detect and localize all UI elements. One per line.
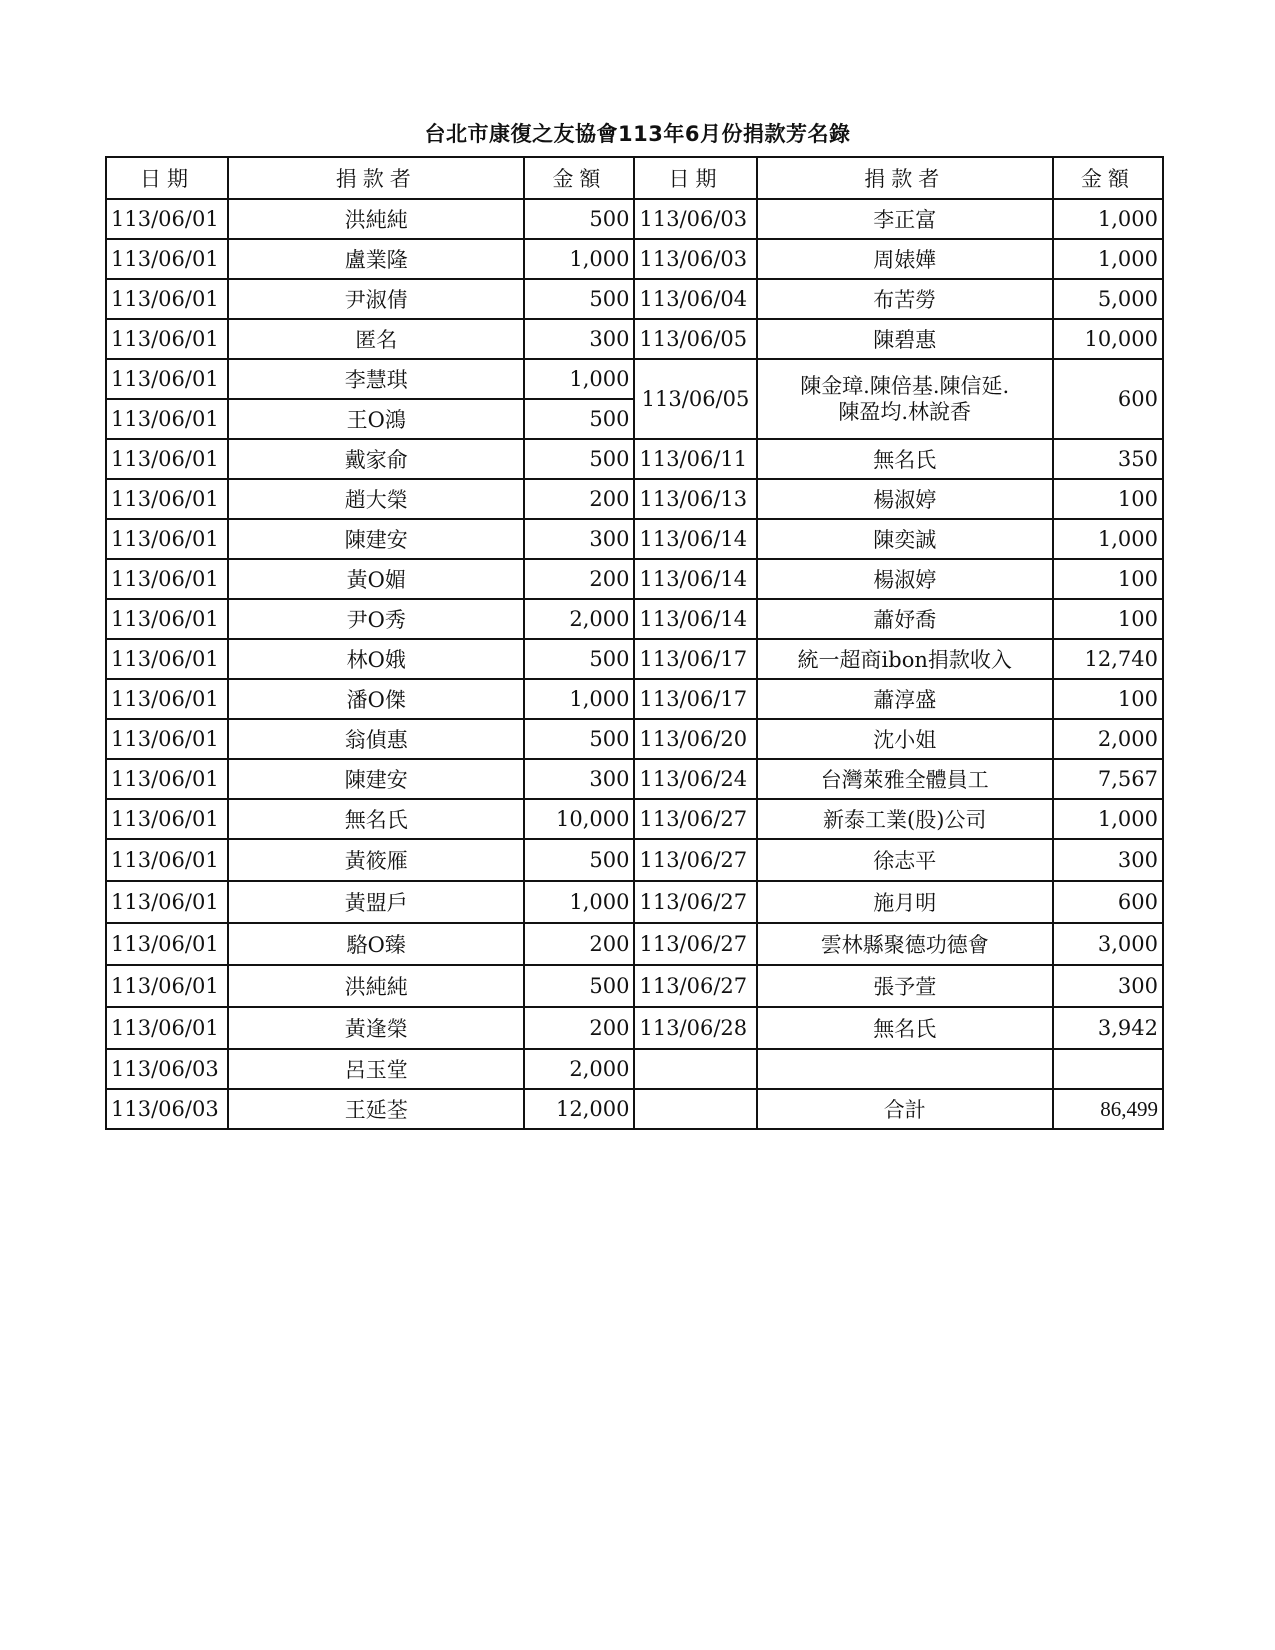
donation-amount: 500 [524,199,634,239]
table-row [106,839,1163,881]
donation-date: 113/06/01 [106,923,228,965]
donation-amount: 2,000 [1053,719,1163,759]
donation-amount: 100 [1053,559,1163,599]
donor-name: 匿名 [228,319,524,359]
donation-date: 113/06/01 [106,1007,228,1049]
donation-amount: 1,000 [1053,199,1163,239]
column-header-amount: 金額 [1053,157,1163,199]
donation-amount: 100 [1053,479,1163,519]
table-row [106,519,1163,559]
table-row [106,1089,1163,1129]
donation-date: 113/06/05 [634,319,756,359]
donation-amount: 500 [524,719,634,759]
donor-name: 陳建安 [228,759,524,799]
donation-amount: 7,567 [1053,759,1163,799]
donation-amount: 600 [1053,881,1163,923]
column-header-date: 日期 [634,157,756,199]
table-row [106,359,1163,399]
donation-amount: 500 [524,965,634,1007]
donation-date: 113/06/01 [106,839,228,881]
table-row [106,799,1163,839]
donor-name: 黃逢榮 [228,1007,524,1049]
donor-name: 趙大榮 [228,479,524,519]
donation-amount: 12,000 [524,1089,634,1129]
donor-name-line: 陳盈均.林說香 [838,400,972,424]
donation-date: 113/06/01 [106,319,228,359]
donor-name: 黃盟戶 [228,881,524,923]
table-row [106,319,1163,359]
donation-amount: 200 [524,559,634,599]
donation-amount: 300 [1053,839,1163,881]
table-row [106,923,1163,965]
donor-name: 台灣萊雅全體員工 [757,759,1053,799]
donation-date: 113/06/01 [106,199,228,239]
donation-amount: 3,000 [1053,923,1163,965]
donation-amount: 200 [524,1007,634,1049]
donor-name: 洪純純 [228,199,524,239]
donation-amount: 1,000 [1053,239,1163,279]
donor-name: 呂玉堂 [228,1049,524,1089]
donor-name: 洪純純 [228,965,524,1007]
empty-cell [1053,1049,1163,1089]
table-row [106,279,1163,319]
donor-name-group [757,359,1053,439]
table-row [106,759,1163,799]
donation-amount: 300 [524,319,634,359]
donation-date: 113/06/01 [106,559,228,599]
column-header-donor: 捐款者 [757,157,1053,199]
donation-date: 113/06/14 [634,519,756,559]
donation-date: 113/06/01 [106,279,228,319]
donation-amount: 3,942 [1053,1007,1163,1049]
table-row [106,639,1163,679]
donor-name: 布苦勞 [757,279,1053,319]
header-row [106,157,1163,199]
donor-name: 統一超商ibon捐款收入 [757,639,1053,679]
donation-date: 113/06/27 [634,965,756,1007]
table-row [106,199,1163,239]
donor-name: 陳建安 [228,519,524,559]
donor-name: 施月明 [757,881,1053,923]
donor-name: 雲林縣聚德功德會 [757,923,1053,965]
total-label: 合計 [757,1089,1053,1129]
donation-date: 113/06/17 [634,679,756,719]
donation-date: 113/06/03 [106,1049,228,1089]
donor-name: 陳碧惠 [757,319,1053,359]
donor-name: 楊淑婷 [757,479,1053,519]
empty-cell [757,1049,1053,1089]
total-amount: 86,499 [1053,1089,1163,1129]
donation-date: 113/06/27 [634,881,756,923]
column-header-date: 日期 [106,157,228,199]
donation-date: 113/06/01 [106,799,228,839]
donation-amount: 500 [524,639,634,679]
table-row [106,679,1163,719]
donation-amount: 350 [1053,439,1163,479]
donor-name: 潘O傑 [228,679,524,719]
donation-date: 113/06/11 [634,439,756,479]
donor-name: 徐志平 [757,839,1053,881]
donation-amount: 500 [524,439,634,479]
donor-name: 無名氏 [757,1007,1053,1049]
donation-amount: 300 [524,759,634,799]
table-row [106,1049,1163,1089]
donation-date: 113/06/14 [634,599,756,639]
donor-name: 林O娥 [228,639,524,679]
donation-date: 113/06/01 [106,881,228,923]
donation-date: 113/06/01 [106,599,228,639]
donor-name: 無名氏 [228,799,524,839]
donation-date: 113/06/27 [634,839,756,881]
column-header-donor: 捐款者 [228,157,524,199]
donor-name: 黃筱雁 [228,839,524,881]
donation-date: 113/06/03 [634,239,756,279]
donor-name: 無名氏 [757,439,1053,479]
donation-amount: 500 [524,399,634,439]
donation-amount: 1,000 [1053,799,1163,839]
donor-name: 王延荃 [228,1089,524,1129]
donor-name: 蕭淳盛 [757,679,1053,719]
donor-name: 戴家俞 [228,439,524,479]
donation-amount: 1,000 [524,679,634,719]
donation-amount: 1,000 [524,881,634,923]
donation-amount: 1,000 [524,239,634,279]
donor-name: 李正富 [757,199,1053,239]
donor-name: 周婊嬅 [757,239,1053,279]
donation-date: 113/06/14 [634,559,756,599]
page-title: 台北市康復之友協會113年6月份捐款芳名錄 [424,122,851,146]
table-row [106,559,1163,599]
donation-date: 113/06/01 [106,519,228,559]
empty-cell [634,1089,756,1129]
table-row [106,599,1163,639]
table-row [106,719,1163,759]
donation-amount: 200 [524,923,634,965]
table-row [106,239,1163,279]
donation-date: 113/06/20 [634,719,756,759]
donation-date: 113/06/01 [106,679,228,719]
donor-name: 尹淑倩 [228,279,524,319]
donor-name: 駱O臻 [228,923,524,965]
donor-name: 尹O秀 [228,599,524,639]
donor-name: 盧業隆 [228,239,524,279]
donation-date: 113/06/13 [634,479,756,519]
donor-name: 王O鴻 [228,399,524,439]
donation-amount: 600 [1053,359,1163,439]
donation-date: 113/06/01 [106,239,228,279]
donor-name-line: 陳金璋.陳倍基.陳信延. [800,374,1010,398]
table-row [106,439,1163,479]
donation-amount: 10,000 [1053,319,1163,359]
donor-name: 翁偵惠 [228,719,524,759]
donation-date: 113/06/17 [634,639,756,679]
donation-date: 113/06/24 [634,759,756,799]
column-header-amount: 金額 [524,157,634,199]
donation-amount: 100 [1053,679,1163,719]
donation-date: 113/06/03 [634,199,756,239]
donation-date: 113/06/01 [106,359,228,399]
donation-date: 113/06/01 [106,639,228,679]
donation-date: 113/06/01 [106,399,228,439]
donation-amount: 500 [524,839,634,881]
donation-date: 113/06/28 [634,1007,756,1049]
donation-amount: 2,000 [524,599,634,639]
donation-date: 113/06/27 [634,799,756,839]
donation-amount: 500 [524,279,634,319]
donation-date: 113/06/05 [634,359,756,439]
donor-name: 陳奕誠 [757,519,1053,559]
table-row [106,965,1163,1007]
empty-cell [634,1049,756,1089]
donation-amount: 300 [1053,965,1163,1007]
donation-date: 113/06/03 [106,1089,228,1129]
donation-date: 113/06/01 [106,965,228,1007]
donor-name: 新泰工業(股)公司 [757,799,1053,839]
donation-date: 113/06/01 [106,719,228,759]
donation-amount: 5,000 [1053,279,1163,319]
donation-amount: 200 [524,479,634,519]
table-row [106,479,1163,519]
donation-date: 113/06/01 [106,439,228,479]
donor-name: 蕭妤喬 [757,599,1053,639]
donation-amount: 12,740 [1053,639,1163,679]
donation-date: 113/06/04 [634,279,756,319]
donor-name: 李慧琪 [228,359,524,399]
donor-name: 楊淑婷 [757,559,1053,599]
donor-name: 黃O媚 [228,559,524,599]
donation-amount: 10,000 [524,799,634,839]
donation-amount: 1,000 [524,359,634,399]
donation-amount: 100 [1053,599,1163,639]
donor-name: 沈小姐 [757,719,1053,759]
donation-amount: 2,000 [524,1049,634,1089]
donation-date: 113/06/01 [106,759,228,799]
donation-amount: 1,000 [1053,519,1163,559]
donation-table [105,156,1164,1130]
table-row [106,881,1163,923]
donation-date: 113/06/27 [634,923,756,965]
donation-amount: 300 [524,519,634,559]
donation-date: 113/06/01 [106,479,228,519]
table-row [106,1007,1163,1049]
donor-name: 張予萱 [757,965,1053,1007]
